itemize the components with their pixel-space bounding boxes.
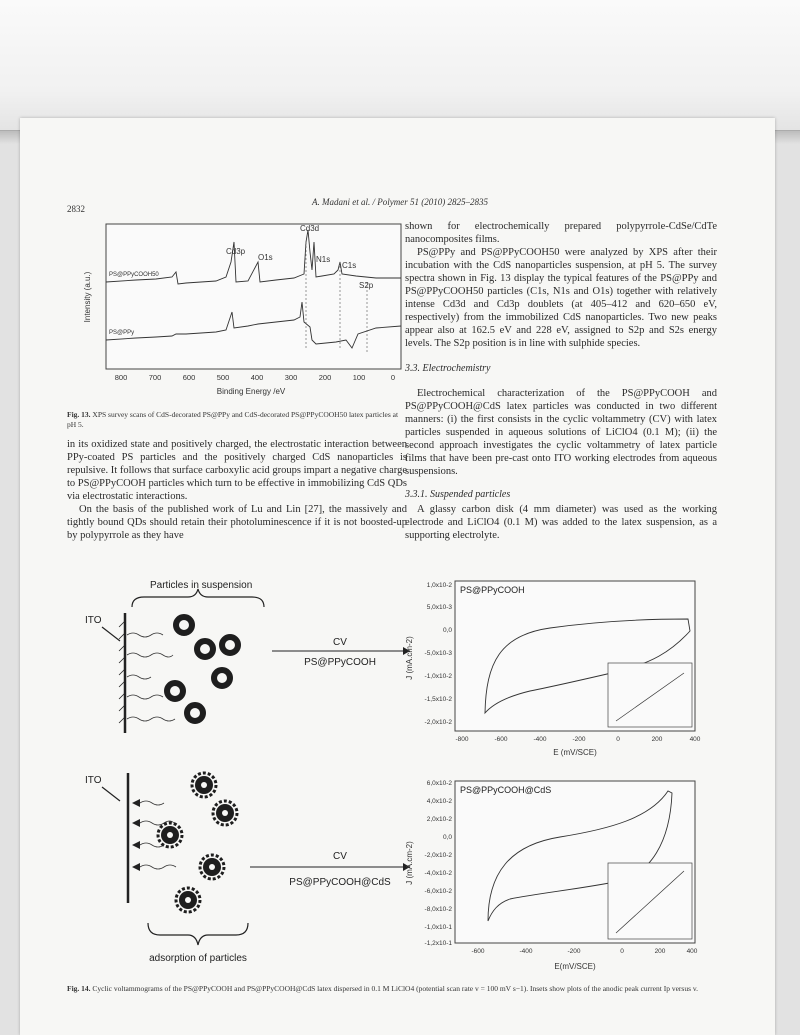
fig14-caption bbox=[67, 984, 717, 994]
fig13-xtick: 0 bbox=[390, 373, 396, 382]
right-column-text bbox=[405, 220, 717, 542]
fig13-xtick: 800 bbox=[114, 373, 128, 382]
cv-top-xtick: -200 bbox=[572, 736, 586, 743]
fig13-peak-cd3d: Cd3d bbox=[300, 224, 320, 233]
fig13-peak-cd3p: Cd3p bbox=[226, 247, 246, 256]
schematic-arrow-bottom-label-2: PS@PPyCOOH@CdS bbox=[289, 877, 391, 888]
cv-bottom-xtick: 400 bbox=[686, 948, 698, 955]
cv-top-ytick: 0,0 bbox=[442, 627, 452, 634]
cv-bottom-ytick: -1,0x10-1 bbox=[424, 924, 452, 931]
cv-bottom-xtick: -200 bbox=[567, 948, 581, 955]
cv-bottom-ytick: 2,0x10-2 bbox=[426, 816, 452, 823]
ito-pointer-top bbox=[102, 627, 120, 641]
ito-pointer-bottom bbox=[102, 787, 120, 801]
left-paragraph-2: On the basis of the published work of Lu and Lin [27], the massively and tightly bound QDs should retain their photoluminescence if it is not boosted-up by polypyrrole as they have bbox=[67, 504, 407, 541]
cv-top-ytick: -5,0x10-3 bbox=[424, 650, 452, 657]
fig14-cv-top-plot bbox=[400, 573, 710, 773]
cv-bottom-inset bbox=[608, 863, 692, 939]
cv-bottom-xtick: 0 bbox=[620, 948, 624, 955]
left-paragraph-1: in its oxidized state and positively charged, the electrostatic interaction between PPy-coated PS particles and the positively charged CdS nanoparticles is repulsive. It follows that surface carboxylic acid groups impart a negative charge to PS@PPyCOOH particles which turn to be effective in immobilizing CdS QDs via electrostatic interactions. bbox=[67, 439, 407, 502]
cv-top-ytick: -2,0x10-2 bbox=[424, 719, 452, 726]
schematic-brace-label-bottom: adsorption of particles bbox=[149, 953, 247, 964]
cv-top-yticks bbox=[425, 582, 453, 726]
section-3-3-heading: 3.3. Electrochemistry bbox=[405, 363, 491, 374]
fig14-cv-bottom-plot bbox=[400, 773, 710, 983]
cv-top-ylabel: J (mA.cm-2) bbox=[405, 636, 414, 680]
section-3-3-1-heading: 3.3.1. Suspended particles bbox=[405, 489, 511, 500]
fig13-caption bbox=[67, 410, 407, 430]
fig13-xtick: 200 bbox=[318, 373, 332, 382]
cv-top-label: PS@PPyCOOH bbox=[460, 585, 525, 595]
paper-page bbox=[20, 118, 775, 1035]
schematic-ito-bottom: ITO bbox=[85, 775, 102, 786]
right-paragraph-2: PS@PPy and PS@PPyCOOH50 were analyzed by XPS after their incubation with the CdS nanoparticles suspension, at pH 5. The survey spectra shown in Fig. 13 display the typical features of the PS@PPy and PS@PPyCOOH50 particles (C1s, N1s and O1s) together with relatively intense Cd3d and Cd3p doublets (at 405–412 and 620–650 eV, respectively) from the immobilized CdS nanoparticles. Two new peaks appear also at 162.5 eV and 228 eV, assigned to S2p and S2s energy levels. The S2p position is in line with sulphide species. bbox=[405, 247, 717, 349]
cv-bottom-ytick: 0,0 bbox=[442, 834, 452, 841]
fig14-schematic bbox=[70, 573, 410, 968]
fig13-xticks bbox=[115, 373, 395, 382]
schematic-arrow-top-label-2: PS@PPyCOOH bbox=[304, 657, 376, 668]
cv-bottom-xtick: -400 bbox=[519, 948, 533, 955]
cv-bottom-xtick: 200 bbox=[654, 948, 666, 955]
cv-top-xtick: 200 bbox=[651, 736, 663, 743]
cv-bottom-ytick: -2,0x10-2 bbox=[424, 852, 452, 859]
fig13-frame bbox=[106, 224, 401, 369]
cv-bottom-yticks bbox=[425, 780, 453, 947]
fig13-peak-n1s: N1s bbox=[316, 255, 331, 264]
cv-top-ytick: -1,5x10-2 bbox=[424, 696, 452, 703]
schematic-arrow-bottom-label-1: CV bbox=[333, 851, 347, 862]
cv-top-ytick: 5,0x10-3 bbox=[426, 604, 452, 611]
fig13-peak-s2p: S2p bbox=[359, 281, 374, 290]
fig13-caption-label: Fig. 13. bbox=[67, 410, 91, 419]
cv-top-xlabel: E (mV/SCE) bbox=[553, 748, 597, 757]
fig13-peak-c1s: C1s bbox=[342, 261, 357, 270]
cv-top-ytick: -1,0x10-2 bbox=[424, 673, 452, 680]
fig13-xps-plot bbox=[76, 222, 406, 402]
cv-bottom-label: PS@PPyCOOH@CdS bbox=[460, 785, 552, 795]
fig13-ylabel: Intensity (a.u.) bbox=[83, 271, 92, 323]
cv-bottom-xticks bbox=[471, 948, 697, 955]
fig13-xlabel: Binding Energy /eV bbox=[216, 387, 286, 396]
fig13-xtick: 700 bbox=[148, 373, 162, 382]
particle-cores bbox=[167, 782, 228, 903]
right-paragraph-3: Electrochemical characterization of the PS@PPyCOOH and PS@PPyCOOH@CdS latex particles was conducted in two different manners: (i) the first consists in the cyclic voltammetry (CV) with latex particles suspended in aqueous solutions of LiClO4 (0.1 M); (ii) the second approach investigates the cyclic voltammetry of latex particle films that have been pre-cast onto ITO working electrodes from aqueous suspensions. bbox=[405, 388, 717, 477]
cv-top-xtick: -400 bbox=[533, 736, 547, 743]
page-curl bbox=[0, 0, 800, 131]
fig13-xtick: 600 bbox=[182, 373, 196, 382]
cv-top-xticks bbox=[455, 736, 700, 743]
cv-top-xtick: -800 bbox=[455, 736, 469, 743]
cv-bottom-ytick: -6,0x10-2 bbox=[424, 888, 452, 895]
fig13-xtick: 400 bbox=[250, 373, 264, 382]
adsorbed-arrow-markers bbox=[132, 799, 140, 871]
cv-bottom-ytick: 4,0x10-2 bbox=[426, 798, 452, 805]
fig13-caption-text: XPS survey scans of CdS-decorated PS@PPy and CdS-decorated PS@PPyCOOH50 latex particles at pH 5. bbox=[67, 410, 399, 429]
fig14-caption-text: Cyclic voltammograms of the PS@PPyCOOH and PS@PPyCOOH@CdS latex dispersed in 0.1 M LiClO4 (potential scan rate v = 100 mV s−1). Insets show plots of the anodic peak current Ip versus v. bbox=[92, 984, 699, 993]
cv-top-xtick: 400 bbox=[689, 736, 701, 743]
fig13-xtick: 300 bbox=[284, 373, 298, 382]
right-paragraph-1: shown for electrochemically prepared polypyrrole-CdSe/CdTe nanocomposites films. bbox=[405, 221, 717, 245]
cv-top-xtick: -600 bbox=[494, 736, 508, 743]
fig13-xtick: 100 bbox=[352, 373, 366, 382]
cv-bottom-ytick: -8,0x10-2 bbox=[424, 906, 452, 913]
fig14-caption-label: Fig. 14. bbox=[67, 984, 91, 993]
fig13-series-bottom-label: PS@PPy bbox=[109, 330, 135, 336]
fig13-peak-o1s: O1s bbox=[258, 253, 273, 262]
right-paragraph-4: A glassy carbon disk (4 mm diameter) was used as the working electrode and LiClO4 (0.1 M) was added to the latex suspension, as a supporting electrolyte. bbox=[405, 504, 717, 541]
cv-top-xtick: 0 bbox=[616, 736, 620, 743]
running-head: A. Madani et al. / Polymer 51 (2010) 2825–2835 bbox=[312, 197, 488, 207]
schematic-brace-top bbox=[132, 589, 264, 607]
schematic-ito-top: ITO bbox=[85, 615, 102, 626]
polymer-chains-top bbox=[127, 633, 175, 721]
schematic-brace-bottom bbox=[148, 923, 248, 945]
cv-bottom-ylabel: J (mA.cm-2) bbox=[405, 841, 414, 885]
cv-bottom-ytick: -1,2x10-1 bbox=[424, 940, 452, 947]
latex-particles-top bbox=[167, 617, 238, 721]
fig13-series-top-label: PS@PPyCOOH50 bbox=[109, 272, 159, 278]
cv-bottom-ytick: -4,0x10-2 bbox=[424, 870, 452, 877]
cv-bottom-xlabel: E(mV/SCE) bbox=[554, 962, 596, 971]
cv-bottom-ytick: 6,0x10-2 bbox=[426, 780, 452, 787]
page-number: 2832 bbox=[67, 204, 85, 214]
schematic-arrow-top-label-1: CV bbox=[333, 637, 347, 648]
left-column-text bbox=[67, 438, 407, 542]
cv-bottom-xtick: -600 bbox=[471, 948, 485, 955]
schematic-brace-label-top: Particles in suspension bbox=[150, 580, 253, 591]
cv-top-ytick: 1,0x10-2 bbox=[426, 582, 452, 589]
fig13-xtick: 500 bbox=[216, 373, 230, 382]
